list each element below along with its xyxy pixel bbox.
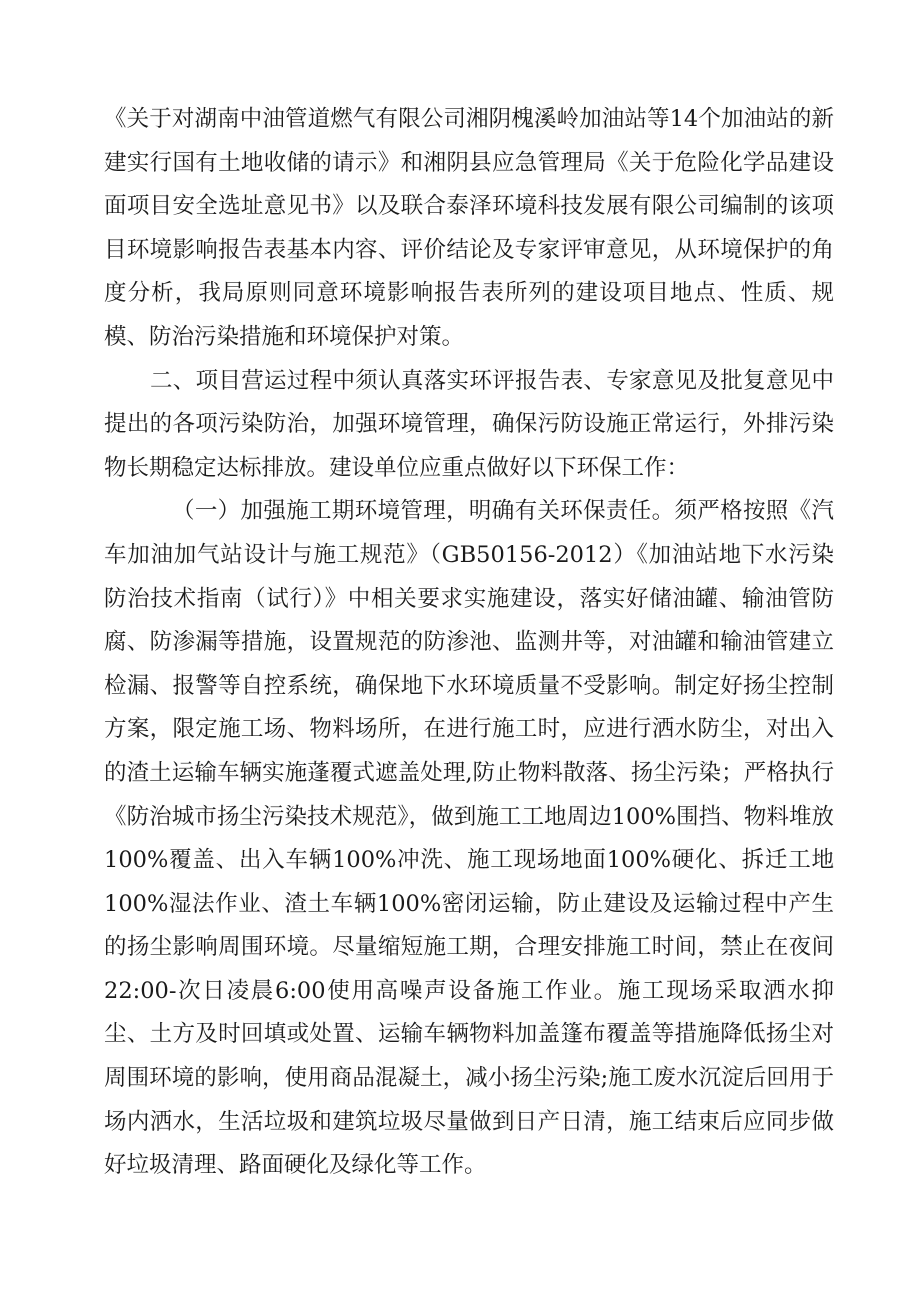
paragraph-approval-basis: 《关于对湖南中油管道燃气有限公司湘阴槐溪岭加油站等14个加油站的新建实行国有土地收储的请示》和湘阴县应急管理局《关于危险化学品建设面项目安全选址意见书》以及联合泰泽环境科技发展有限公司编制的该项目环境影响报告表基本内容、评价结论及专家评审意见，从环境保护的角度分析，我局原则同意环境影响报告表所列的建设项目地点、性质、规模、防治污染措施和环境保护对策。: [104, 106, 834, 350]
paragraph-construction-management: （一）加强施工期环境管理，明确有关环保责任。须严格按照《汽车加油加气站设计与施工规范》（GB50156-2012）《加油站地下水污染防治技术指南（试行）》中相关要求实施建设，落实好储油罐、输油管防腐、防渗漏等措施，设置规范的防渗池、监测井等，对油罐和输油管建立检漏、报警等自控系统，确保地下水环境质量不受影响。制定好扬尘控制方案，限定施工场、物料场所，在进行施工时，应进行洒水防尘，对出入的渣土运输车辆实施蓬覆式遮盖处理,防止物料散落、扬尘污染；严格执行《防治城市扬尘污染技术规范》，做到施工工地周边100%围挡、物料堆放100%覆盖、出入车辆100%冲洗、施工现场地面100%硬化、拆迁工地100%湿法作业、渣土车辆100%密闭运输，防止建设及运输过程中产生的扬尘影响周围环境。尽量缩短施工期，合理安排施工时间，禁止在夜间22:00-次日凌晨6:00使用高噪声设备施工作业。施工现场采取洒水抑尘、土方及时回填或处置、运输车辆物料加盖篷布覆盖等措施降低扬尘对周围环境的影响，使用商品混凝土，减小扬尘污染;施工废水沉淀后回用于场内洒水，生活垃圾和建筑垃圾尽量做到日产日清，施工结束后应同步做好垃圾清理、路面硬化及绿化等工作。: [104, 498, 834, 1179]
document-body: [104, 98, 834, 1188]
paragraph-operation-requirements: 二、项目营运过程中须认真落实环评报告表、专家意见及批复意见中提出的各项污染防治，加强环境管理，确保污防设施正常运行，外排污染物长期稳定达标排放。建设单位应重点做好以下环保工作：: [104, 367, 834, 481]
